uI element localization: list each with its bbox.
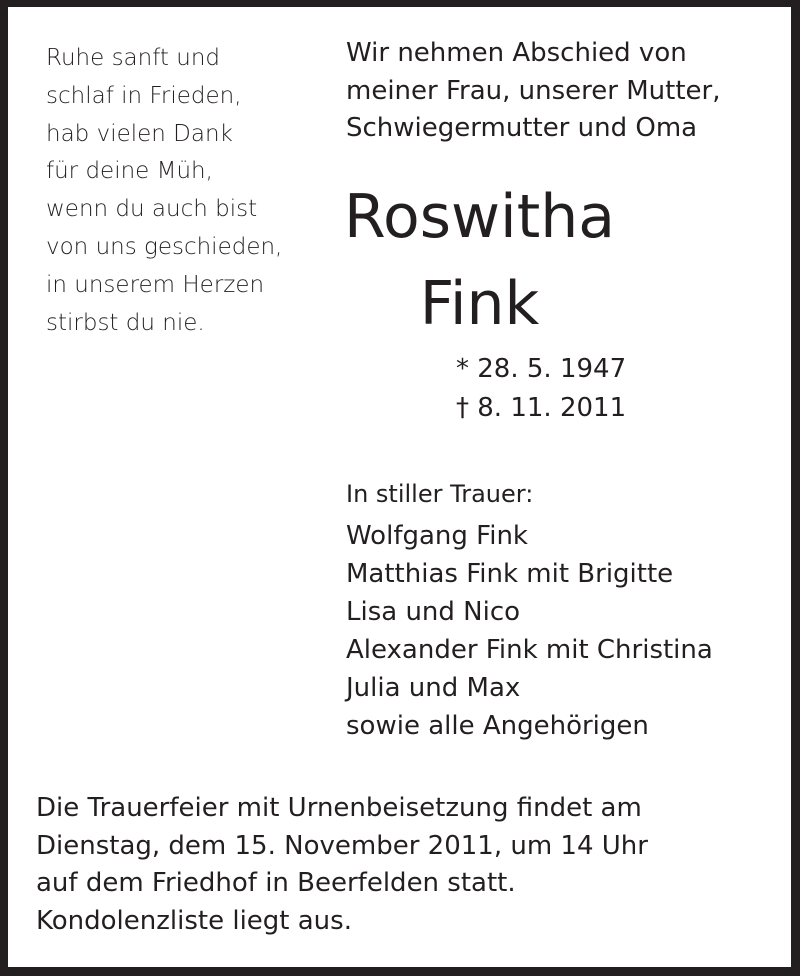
birth-date: * 28. 5. 1947 [456,354,627,384]
mourner: Wolfgang Fink [346,521,528,551]
intro-line: Wir nehmen Abschied von [346,38,687,68]
mourners-lead: In stiller Trauer: [346,480,534,508]
deceased-first-name: Roswitha [343,182,616,252]
poem-line: in unserem Herzen [46,271,265,298]
poem-line: von uns geschieden, [46,233,283,260]
intro [346,35,721,148]
mourner: Lisa und Nico [346,597,521,627]
obituary-notice [8,7,791,967]
mourner: Alexander Fink mit Christina [346,635,713,665]
funeral-line: auf dem Friedhof in Beerfelden statt. [36,868,516,898]
mourner: sowie alle Angehörigen [346,711,649,741]
intro-line: Schwiegermutter und Oma [346,113,698,143]
poem-line: wenn du auch bist [46,196,258,223]
poem-line: stirbst du nie. [46,309,205,336]
funeral-line: Die Trauerfeier mit Urnenbeisetzung findet am [36,793,642,823]
funeral-line: Kondolenzliste liegt aus. [36,905,352,936]
dates [456,350,626,428]
deceased-last-name: Fink [419,269,540,339]
funeral-line: Dienstag, dem 15. November 2011, um 14 Uhr [36,830,648,861]
poem-line: schlaf in Frieden, [46,82,242,109]
mourner: Matthias Fink mit Brigitte [346,559,674,589]
poem-line: hab vielen Dank [46,120,233,147]
death-date: † 8. 11. 2011 [456,393,627,423]
poem-line: Ruhe sanft und [46,45,220,71]
funeral-info [36,790,648,940]
mourner: Julia und Max [346,673,521,703]
poem-line: für deine Müh, [46,158,213,185]
mourners [346,475,713,745]
intro-line: meiner Frau, unserer Mutter, [346,75,721,106]
